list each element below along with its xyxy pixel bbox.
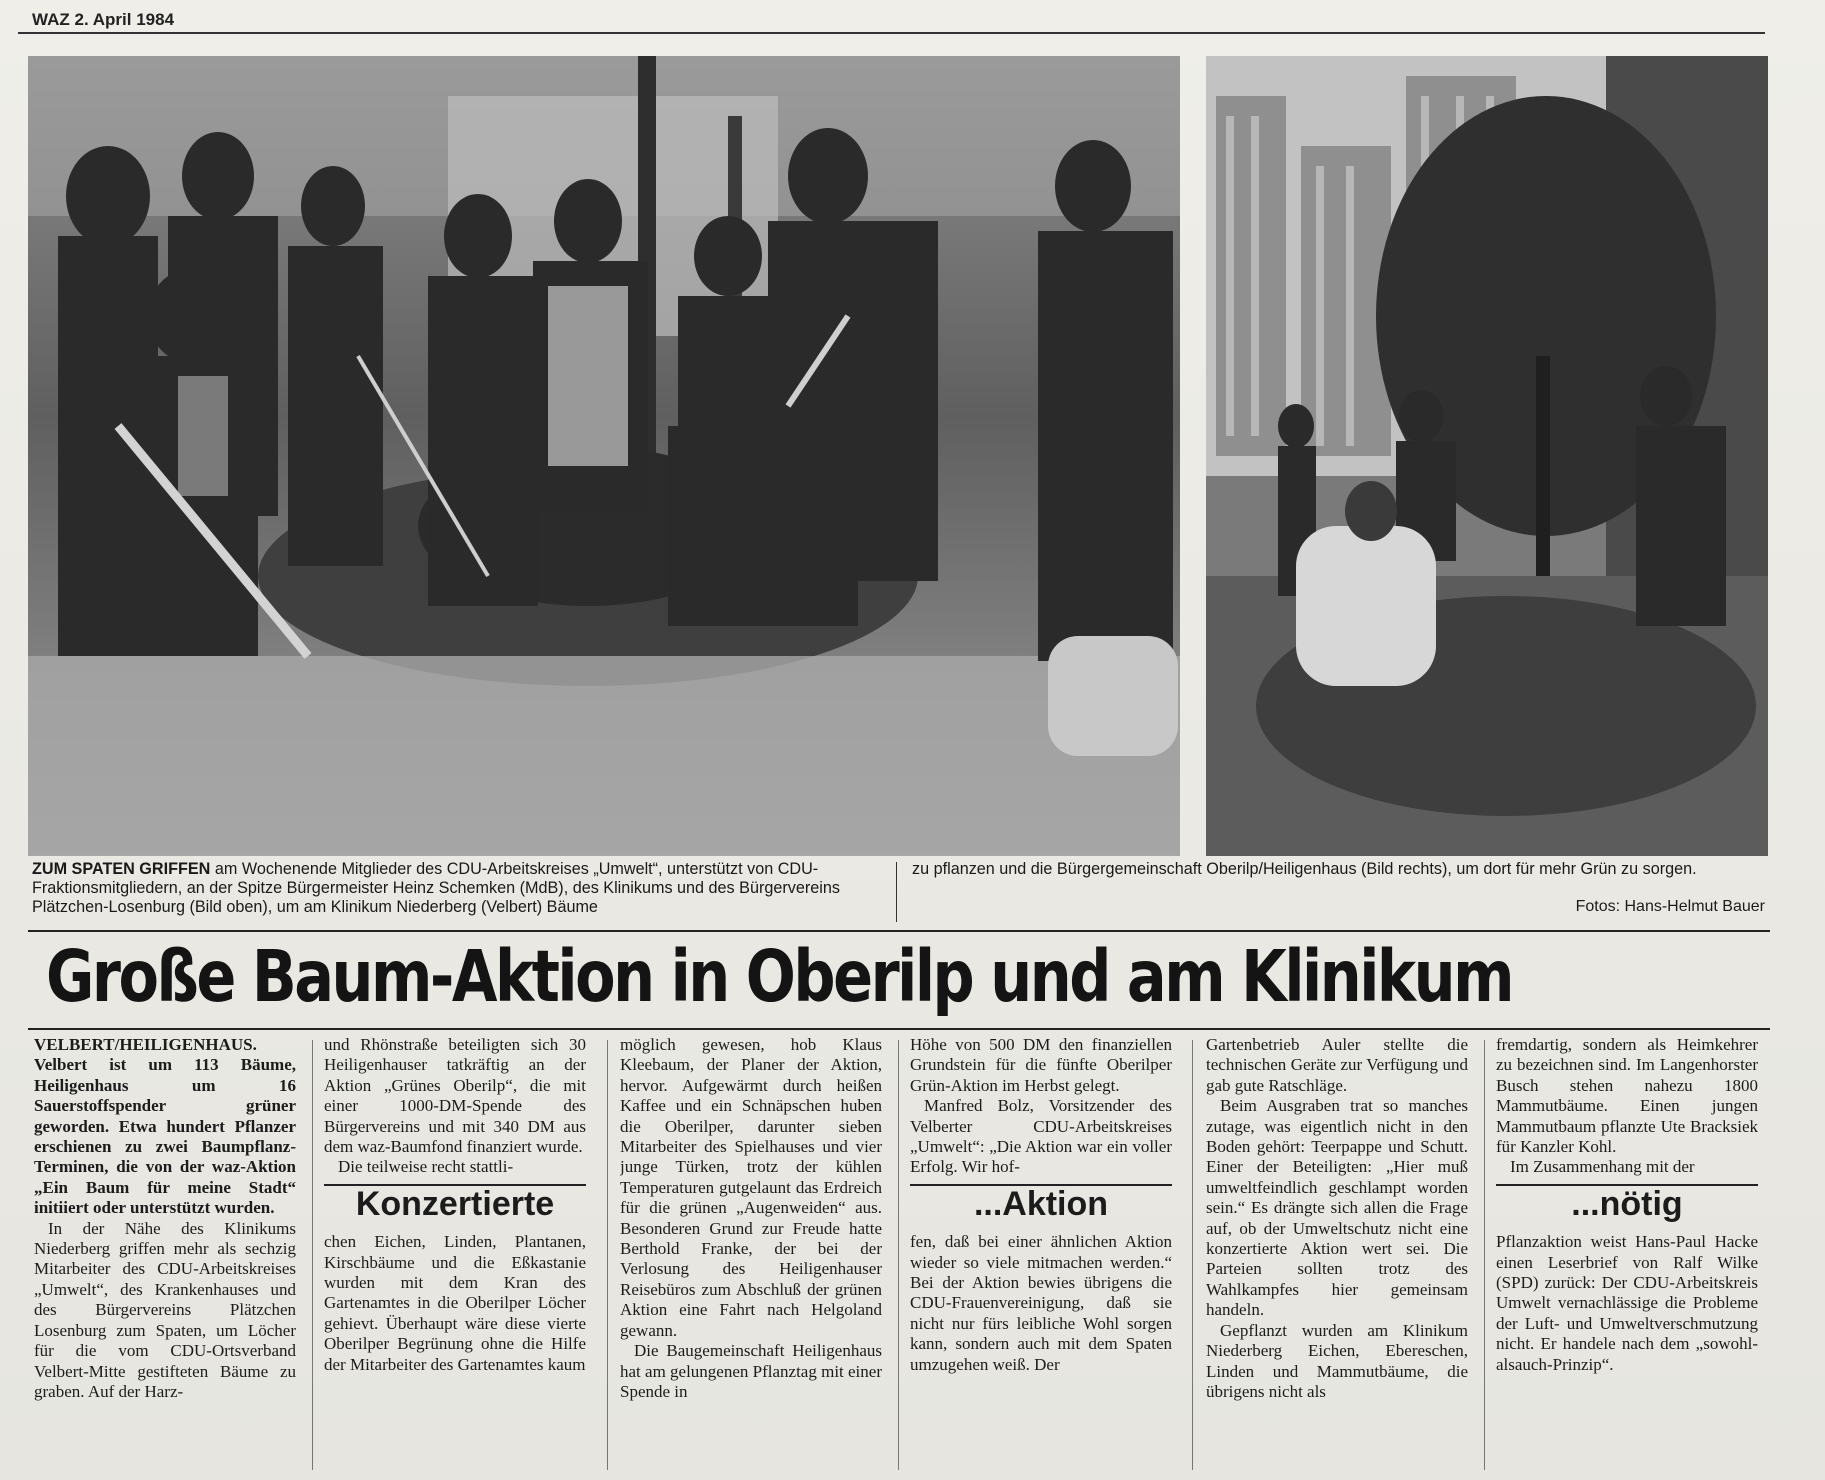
article-paragraph: Manfred Bolz, Vorsitzender des Velberter CDU-Arbeitskreises „Umwelt“: „Die Aktion war ein voller Erfolg. Wir hof- xyxy=(910,1096,1172,1177)
article-paragraph: Höhe von 500 DM den finanziellen Grundstein für die fünfte Oberilper Grün-Aktion im Herbst gelegt. xyxy=(910,1035,1172,1095)
headline-rule-bottom xyxy=(28,1028,1770,1030)
article-paragraph: Pflanzaktion weist Hans-Paul Hacke einen Leserbrief von Ralf Wilke (SPD) zurück: Der CDU-Arbeitskreis Umwelt vernachlässige die Probleme der Luft- und Umweltverschmutzung nicht. Er handele nach dem „sowohl-alsauch-Prinzip“. xyxy=(1496,1232,1758,1374)
caption-text: am Wochenende Mitglieder des CDU-Arbeitskreises „Umwelt“, unterstützt von CDU-Fraktionsmitgliedern, an der Spitze Bürgermeister Heinz Schemken (MdB), des Klinikums und des Bürgervereins Plätzchen-Losenburg (Bild oben), um am Klinikum Niederberg (Velbert) Bäume xyxy=(32,860,840,916)
subheading-noetig: ...nötig xyxy=(1496,1184,1758,1224)
subheading-konzertierte: Konzertierte xyxy=(324,1184,586,1224)
column-separator xyxy=(1484,1040,1485,1470)
article-paragraph: und Rhönstraße beteiligten sich 30 Heiligenhauser tatkräftig an der Aktion „Grünes Oberilp“, die mit einer 1000-DM-Spende des Bürgervereins und mit 340 DM aus dem waz-Baumfond finanziert wurde. xyxy=(324,1035,586,1157)
article-paragraph: fremdartig, sondern als Heimkehrer zu bezeichnen sind. Im Langenhorster Busch stehen nahezu 1800 Mammutbäume. Einen jungen Mammutbaum pflanzte Ute Bracksiek für Kanzler Kohl. xyxy=(1496,1035,1758,1157)
photo-tree-planting-klinikum xyxy=(28,56,1180,856)
headline: Große Baum-Aktion in Oberilp und am Klinikum xyxy=(46,935,1512,1018)
headline-rule-top xyxy=(28,930,1770,932)
article-paragraph: Die Baugemeinschaft Heiligenhaus hat am gelungenen Pflanztag mit einer Spende in xyxy=(620,1341,882,1401)
photo-tree-planting-oberilp xyxy=(1206,56,1768,856)
photo-credit: Fotos: Hans-Helmut Bauer xyxy=(1575,898,1765,915)
article-column-5 xyxy=(1206,1035,1468,1475)
dateline: WAZ 2. April 1984 xyxy=(32,10,175,29)
caption-divider xyxy=(896,862,897,922)
article-column-1 xyxy=(34,1035,296,1475)
article-paragraph: möglich gewesen, hob Klaus Kleebaum, der Planer der Aktion, hervor. Aufgewärmt durch heißen Kaffee und ein Schnäpschen huben die Oberilper, darunter sieben Mitarbeiter des Spielhauses und vier junge Türken, trotz der kühlen Temperaturen gutgelaunt das Erdreich für die grünen „Augenweiden“ aus. Besonderen Grund zur Freude hatte Berthold Franke, der bei der Verlosung des Heiligenhauser Reisebüros zum Abschluß der grünen Aktion eine Fahrt nach Helgoland gewann. xyxy=(620,1035,882,1340)
top-rule xyxy=(18,32,1765,34)
article-paragraph: Die teilweise recht stattli- xyxy=(338,1157,514,1177)
article-lead: VELBERT/HEILIGENHAUS. Velbert ist um 113 Bäume, Heiligenhaus um 16 Sauerstoffspender grüner geworden. Etwa hundert Pflanzer erschienen zu zwei Baumpflanz-Terminen, die von der waz-Aktion „Ein Baum für meine Stadt“ initiiert oder unterstützt wurden. xyxy=(34,1035,296,1218)
column-separator xyxy=(1192,1040,1193,1470)
article-paragraph: In der Nähe des Klinikums Niederberg griffen mehr als sechzig Mitarbeiter des CDU-Arbeitskreises „Umwelt“, des Krankenhauses und des Bürgervereins Plätzchen Losenburg zum Spaten, um Löcher für die vom CDU-Ortsverband Velbert-Mitte gestifteten Bäume zu graben. Auf der Harz- xyxy=(34,1218,296,1401)
caption-lead: ZUM SPATEN GRIFFEN xyxy=(32,860,211,878)
article-paragraph: Im Zusammenhang mit der xyxy=(1510,1157,1695,1177)
photo-caption-right: zu pflanzen und die Bürgergemeinschaft Oberilp/Heiligenhaus (Bild rechts), um dort für mehr Grün zu sorgen. xyxy=(912,860,1697,878)
article-paragraph: Beim Ausgraben trat so manches zutage, was eigentlich nicht in den Boden gehört: Teerpappe und Schutt. Einer der Beteiligten: „Hier muß umweltfeindlich geschlampt worden sein.“ Es drängte sich allen die Frage auf, ob der Umweltschutz nicht eine konzertierte Aktion wert sei. Die Parteien sollten trotz des Wahlkampfes hier gemeinsam handeln. xyxy=(1206,1096,1468,1320)
article-column-6 xyxy=(1496,1035,1758,1475)
column-separator xyxy=(312,1040,313,1470)
article-paragraph: Gepflanzt wurden am Klinikum Niederberg Eichen, Ebereschen, Linden und Mammutbäume, die übrigens nicht als xyxy=(1206,1320,1468,1401)
article-paragraph: chen Eichen, Linden, Plantanen, Kirschbäume und die Eßkastanie wurden mit dem Kran des Gartenamtes in die Oberilper Löcher gehievt. Überhaupt wäre diese vierte Oberilper Begrünung ohne die Hilfe der Mitarbeiter des Gartenamtes kaum xyxy=(324,1232,586,1374)
article-column-2 xyxy=(324,1035,586,1475)
article-column-3 xyxy=(620,1035,882,1475)
article-paragraph: fen, daß bei einer ähnlichen Aktion wieder so viele mitmachen werden.“ Bei der Aktion bewies übrigens die CDU-Frauenvereinigung, daß sie nicht nur fürs leibliche Wohl sorgen kann, sondern auch mit dem Spaten umzugehen weiß. Der xyxy=(910,1232,1172,1374)
column-separator xyxy=(607,1040,608,1470)
article-paragraph: Gartenbetrieb Auler stellte die technischen Geräte zur Verfügung und gab gute Ratschläge. xyxy=(1206,1035,1468,1095)
column-separator xyxy=(898,1040,899,1470)
subheading-aktion: ...Aktion xyxy=(910,1184,1172,1224)
article-column-4 xyxy=(910,1035,1172,1475)
photo-caption-left xyxy=(32,860,887,917)
